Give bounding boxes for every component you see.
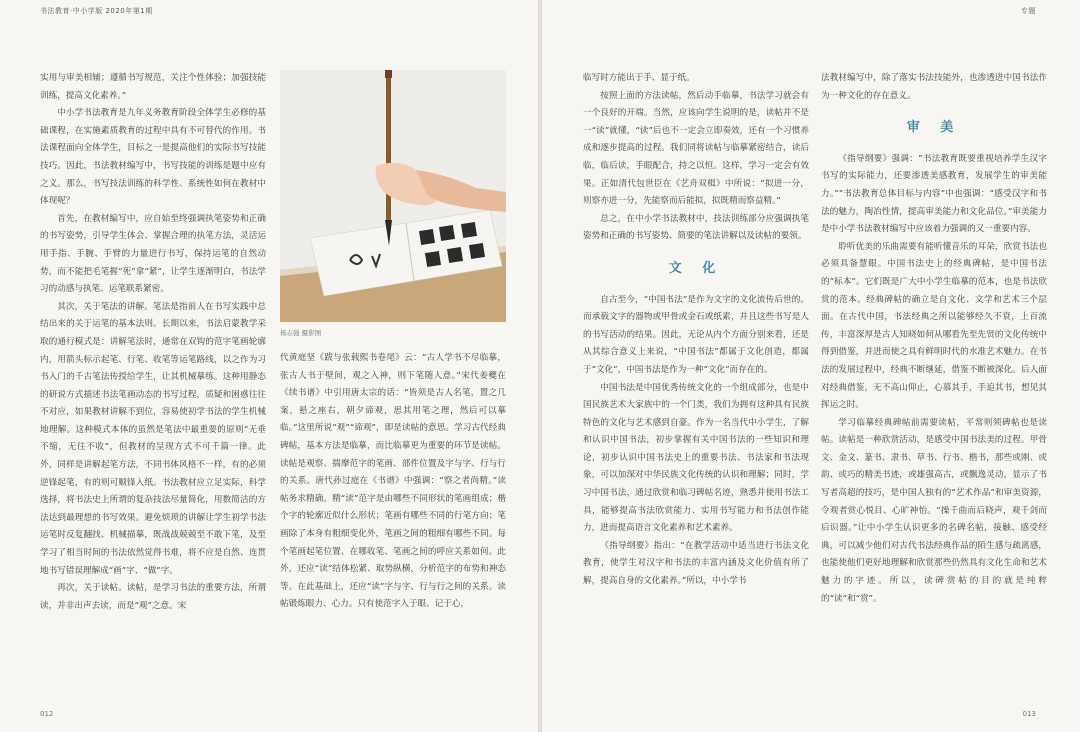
photo-caption: 杨志强 摄影图 [280,329,322,337]
paragraph: 自古至今，“中国书法”是作为文字的文化流传后世的。而承载文字的器物或甲骨或金石或纸素，并且这些书写是人的书写活动的结果。因此，无论从内个方面分别来看，还是从其综合意义上来说，“中国书法”都属于文化创造，都属于“文化”，中国书法是作为一种“文化”而存在的。 [583,294,809,375]
text-column-3 [583,70,809,591]
paragraph: 聆听优美的乐曲需要有能听懂音乐的耳朵，欣赏书法也必须具备慧眼。中国书法史上的经典碑帖，是中国书法的“标本”。它们既是广大中小学生临摹的范本，也是书法欣赏的范本。经典碑帖的确立是自文化、文学和艺术三个层面。在古代中国，书法经典之所以能够经久不衰，上百流传，丰富深厚是古人知晓如何从哪看先至先贤的文化传统中得到借鉴，并进而使之具有鲜明时代的水准艺术魅力。在书法的发展过程中，经典不断继延，借鉴不断被深化。后人面对经典借鉴，无不高山仰止，心慕其手，手追其书，想见其挥运之时。 [821,241,1047,411]
running-header-right: 专题 [1021,7,1036,15]
paragraph: 代黄庭坚《跋与张载熙书卷尾》云：“古人学书不尽临摹，张古人书于壁间，观之入神，则下笔随人意。”宋代姜夔在《续书谱》中引用唐太宗的话：“皆须是古人名笔，置之几案，悬之座右，朝夕谛观，思其用笔之理，然后可以摹临。”这里所说“观”“谛观”，即是读帖的意思。学习古代经典碑帖，基本方法是临摹，而比临摹更为重要的环节是读帖。读帖是观察、揣摩范字的笔画、部件位置及字与字、行与行的关系。唐代孙过庭在《书谱》中强调：“察之者尚精。”读帖务求精确。精“读”范字是由哪些不同形状的笔画组成；楷个字的轮廓近似什么形状；笔画有哪些不同的行笔方向；笔画除了本身有粗细变化外，笔画之间的粗细有哪些不同。每个笔画起笔位置、在哪收笔、笔画之间的呼应关系如何。此外，还应“读”结体松紧、取势纵横，分析范字的布势和神态等。在此基础上，还应“读”字与字、行与行之间的关系。读帖锻炼眼力、心力。只有使范字入于眼、记于心， [280,353,506,610]
running-header-left: 书法教育·中小学版 2020年第1期 [40,7,153,15]
paragraph: 实用与审美相辅；遵循书写规范，关注个性体验；加强技能训练，提高文化素养。” [40,73,266,101]
paragraph: 首先，在教材编写中，应自始至终强调执笔姿势和正确的书写姿势，引导学生体会、掌握合理的执笔方法，灵活运用手指、手腕、手臂的力量进行书写，保持运笔的自然动势，而不能把毛笔握“死”拿“紧”，让学生逐渐明白，书法学习的动感与执笔、运笔联系紧密。 [40,213,266,295]
paragraph: 法教材编写中，除了落实书法技能外，也渗透进中国书法作为一种文化的存在意义。 [821,73,1047,101]
section-title-wenhua: 文 化 [668,260,724,276]
paragraph: 其次，关于笔法的讲解。笔法是指前人在书写实践中总结出来的关于运笔的基本法则。长期以来，书法启蒙教学采取的通行模式是：讲解笔法时，通常在双钩的范字笔画轮廓内，用箭头标示起笔、行笔、收笔等运笔路线，以之作为习书入门的千古笔法传授给学生，让其机械摹练。这种用静态的研说方式描述书法笔画动态的书写过程，质疑和困惑往往不对应，如果教材讲解不到位，容易使初学书法的学生机械地理解。这种模式本体的虽然是笔法中最重要的原则“无垂不缩，无往不收”，但教材的呈现方式不可千篇一律。此外，同样是讲解起笔方法，不同书体风格不一样，有的必须逆锋起笔，有的则可顺锋入纸。书法教材应立足实际，科学选择，将书法史上所谓的复杂技法尽量简化，用数简洁的方法达到最理想的书写效果。避免烦琐的讲解让学生初学书法运笔时反复翻找、机械描摹，既战战兢兢至不敢下笔，及至学习了相当时间的书法依然觉得书难，将不应是自然、连贯地书写错误理解成“画”字、“做”字。 [40,301,266,576]
page-number-left: 012 [40,710,54,718]
paragraph: 《指导纲要》指出：“在教学活动中适当进行书法文化教育，使学生对汉字和书法的丰富内涵及文化价值有所了解，提高自身的文化素养。”所以，中小学书 [583,540,809,587]
calligraphy-photo-illustration [280,70,506,322]
paragraph: 按照上面的方法读帖，然后动手临摹，书法学习就会有一个良好的开端。当然，应该向学生说明的是，读帖并不是一“读”就懂，“读”后也不一定会立即奏效，还有一个习惯养成和逐步提高的过程。我们同将读帖与临摹紧密结合，读后临，临后读，手眼配合，持之以恒。这样，学习一定会有效果。正如清代包世臣在《艺舟双楫》中所说：“拟进一分，则察亦进一分，先能察而后能拟，拟既精而察益精。” [583,90,809,207]
paragraph: 临写时方能出于手、显于纸。 [583,73,695,83]
text-column-1 [40,70,266,615]
calligraphy-photo [280,70,506,322]
page-number-right: 013 [1022,710,1036,718]
paragraph: 学习临摹经典碑帖前需要读帖，平常则须碑帖也是读帖。读帖是一种欣赏活动，是感受中国书法美的过程。甲骨文、金文、篆书、隶书、草书、行书、楷书，那些或刚、或韵、或巧的精美书迹，或雄强高古，或飘逸灵动，显示了书写者高超的技巧，是中国人独有的“艺术作品”和审美资源，令观者赏心悦目、心旷神怡。“操千曲而后晓声，观千剑而后识器。”让中小学生认识更多的名碑名帖，接触、感受经典，可以减少他们对古代书法经典作品的陌生感与疏离感，也能使他们更好地理解和欣赏那些仍然具有文化生命和艺术魅力的字迹。所以，读碑赏帖的目的就是纯粹的“读”和“赏”。 [821,417,1047,604]
paragraph: 再次，关于读帖。读帖，是学习书法的重要方法，所谓读，并非出声去读，而是“观”之意。宋 [40,583,266,611]
paragraph: 中国书法是中国优秀传统文化的一个组成部分，也是中国民族艺术大家族中的一个门类，我们为拥有这种具有民族特色的文化与艺术感到自豪。作为一名当代中小学生，了解和认识中国书法，初步掌握有关中国书法的一些知识和理论，初步认识中国书法史上的重要书法、书法家和书法现象，可以加深对中华民族文化传统的认识和理解；同时，学习中国书法，通过欣赏和临习碑帖名迹，熟悉并使用书法工具，能够提高书法欣赏能力、实用书写能力和书法创作能力，进而提高语言文化素养和艺术素养。 [583,382,809,534]
paragraph: 总之，在中小学书法教材中，技法训练部分应强调执笔姿势和正确的书写姿势、简要的笔法讲解以及读帖的要领。 [583,213,809,242]
text-column-2 [280,350,506,614]
paragraph: 《指导纲要》强调：“书法教育既要重视培养学生汉字书写的实际能力，还要渗透美感教育，发展学生的审美能力。”“书法教育总体目标与内容”中也强调：“感受汉字和书法的魅力，陶冶性情，提高审美能力和文化品位。”审美能力是中小学书法教材编写中应该着力强调的又一重要内容。 [821,153,1047,235]
text-column-4 [821,70,1047,608]
section-title-shenmei: 审 美 [906,120,962,136]
paragraph: 中小学书法教育是九年义务教育阶段全体学生必修的基础课程，在实施素质教育的过程中具有不可替代的作用。书法课程面向全体学生，目标之一是提高他们的实际书写技能技巧。因此，书法教材编写中，书写技能的训练是题中应有之义。那么，书写技法训练的科学性、系统性如何在教材中体现呢？ [40,108,266,207]
